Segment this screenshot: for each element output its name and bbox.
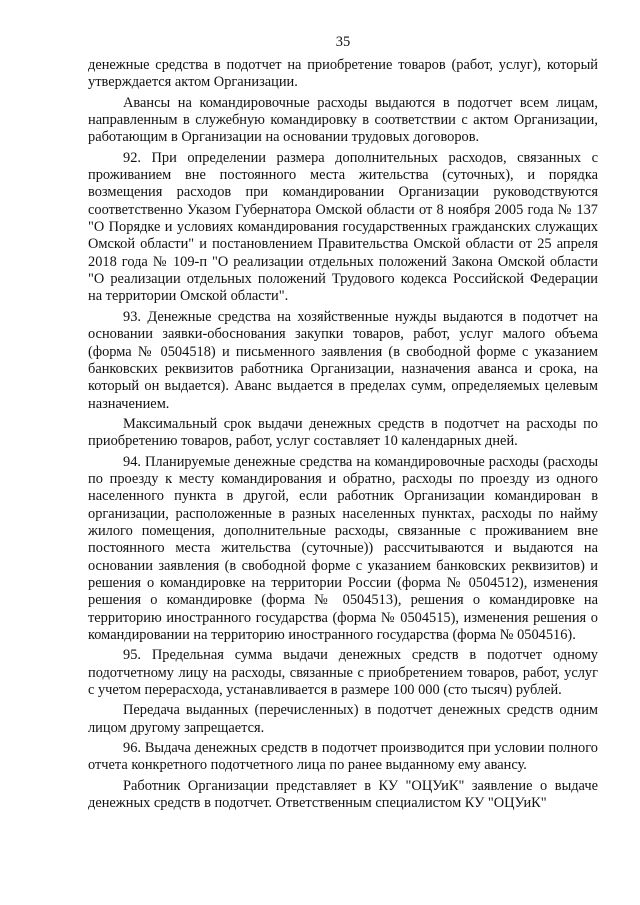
document-body (88, 57, 598, 815)
paragraph-92: 92. При определении размера дополнительных расходов, связанных с проживанием вне постоянного места жительства (суточных), и порядка возмещения расходов при командировании Организации руководствуются соответственно Указом Губернатора Омской области от 8 ноября 2005 года № 137 "О Порядке и условиях командирования государственных гражданских служащих Омской области" и постановлением Правительства Омской области от 25 апреля 2018 года № 109-п "О реализации отдельных положений Закона Омской области "О реализации отдельных положений Трудового кодекса Российской Федерации на территории Омской области". (88, 149, 598, 305)
paragraph-continuation: денежные средства в подотчет на приобретение товаров (работ, услуг), который утверждается актом Организации. (88, 57, 598, 91)
paragraph-94: 94. Планируемые денежные средства на командировочные расходы (расходы по проезду к месту командирования и обратно, расходы по проезду из одного населенного пункта в другой, если работник Организации командирован в организации, расположенные в разных населенных пунктах, расходы по найму жилого помещения, дополнительные расходы, связанные с проживанием вне постоянного места жительства (суточные)) рассчитываются и выдаются на основании заявления (в свободной форме с указанием банковских реквизитов) и решения о командировке на территории России (форма № 0504512), изменения решения о командировке (форма № 0504513), решения о командировке на территорию иностранного государства (форма № 0504515), изменения решения о командировании на территорию иностранного государства (форма № 0504516). (88, 453, 598, 643)
paragraph-application: Работник Организации представляет в КУ "ОЦУиК" заявление о выдаче денежных средств в подотчет. Ответственным специалистом КУ "ОЦУиК" (88, 777, 598, 812)
paragraph-business-trip-advances: Авансы на командировочные расходы выдаются в подотчет всем лицам, направленным в служебную командировку в соответствии с актом Организации, работающим в Организации на основании трудовых договоров. (88, 94, 598, 146)
paragraph-max-term: Максимальный срок выдачи денежных средств в подотчет на расходы по приобретению товаров, работ, услуг составляет 10 календарных дней. (88, 415, 598, 450)
page-number: 35 (335, 34, 351, 50)
paragraph-93: 93. Денежные средства на хозяйственные нужды выдаются в подотчет на основании заявки-обоснования закупки товаров, работ, услуг малого объема (форма № 0504518) и письменного заявления (в свободной форме с указанием банковских реквизитов работника Организации, назначения аванса и срока, на который он выдается). Аванс выдается в пределах сумм, определяемых целевым назначением. (88, 308, 598, 412)
paragraph-96: 96. Выдача денежных средств в подотчет производится при условии полного отчета конкретного подотчетного лица по ранее выданному ему авансу. (88, 740, 598, 774)
paragraph-95: 95. Предельная сумма выдачи денежных средств в подотчет одному подотчетному лицу на расходы, связанные с приобретением товаров, работ, услуг с учетом перерасхода, устанавливается в размере 100 000 (сто тысяч) рублей. (88, 647, 598, 699)
paragraph-transfer-prohibited: Передача выданных (перечисленных) в подотчет денежных средств одним лицом другому запрещается. (88, 702, 598, 736)
